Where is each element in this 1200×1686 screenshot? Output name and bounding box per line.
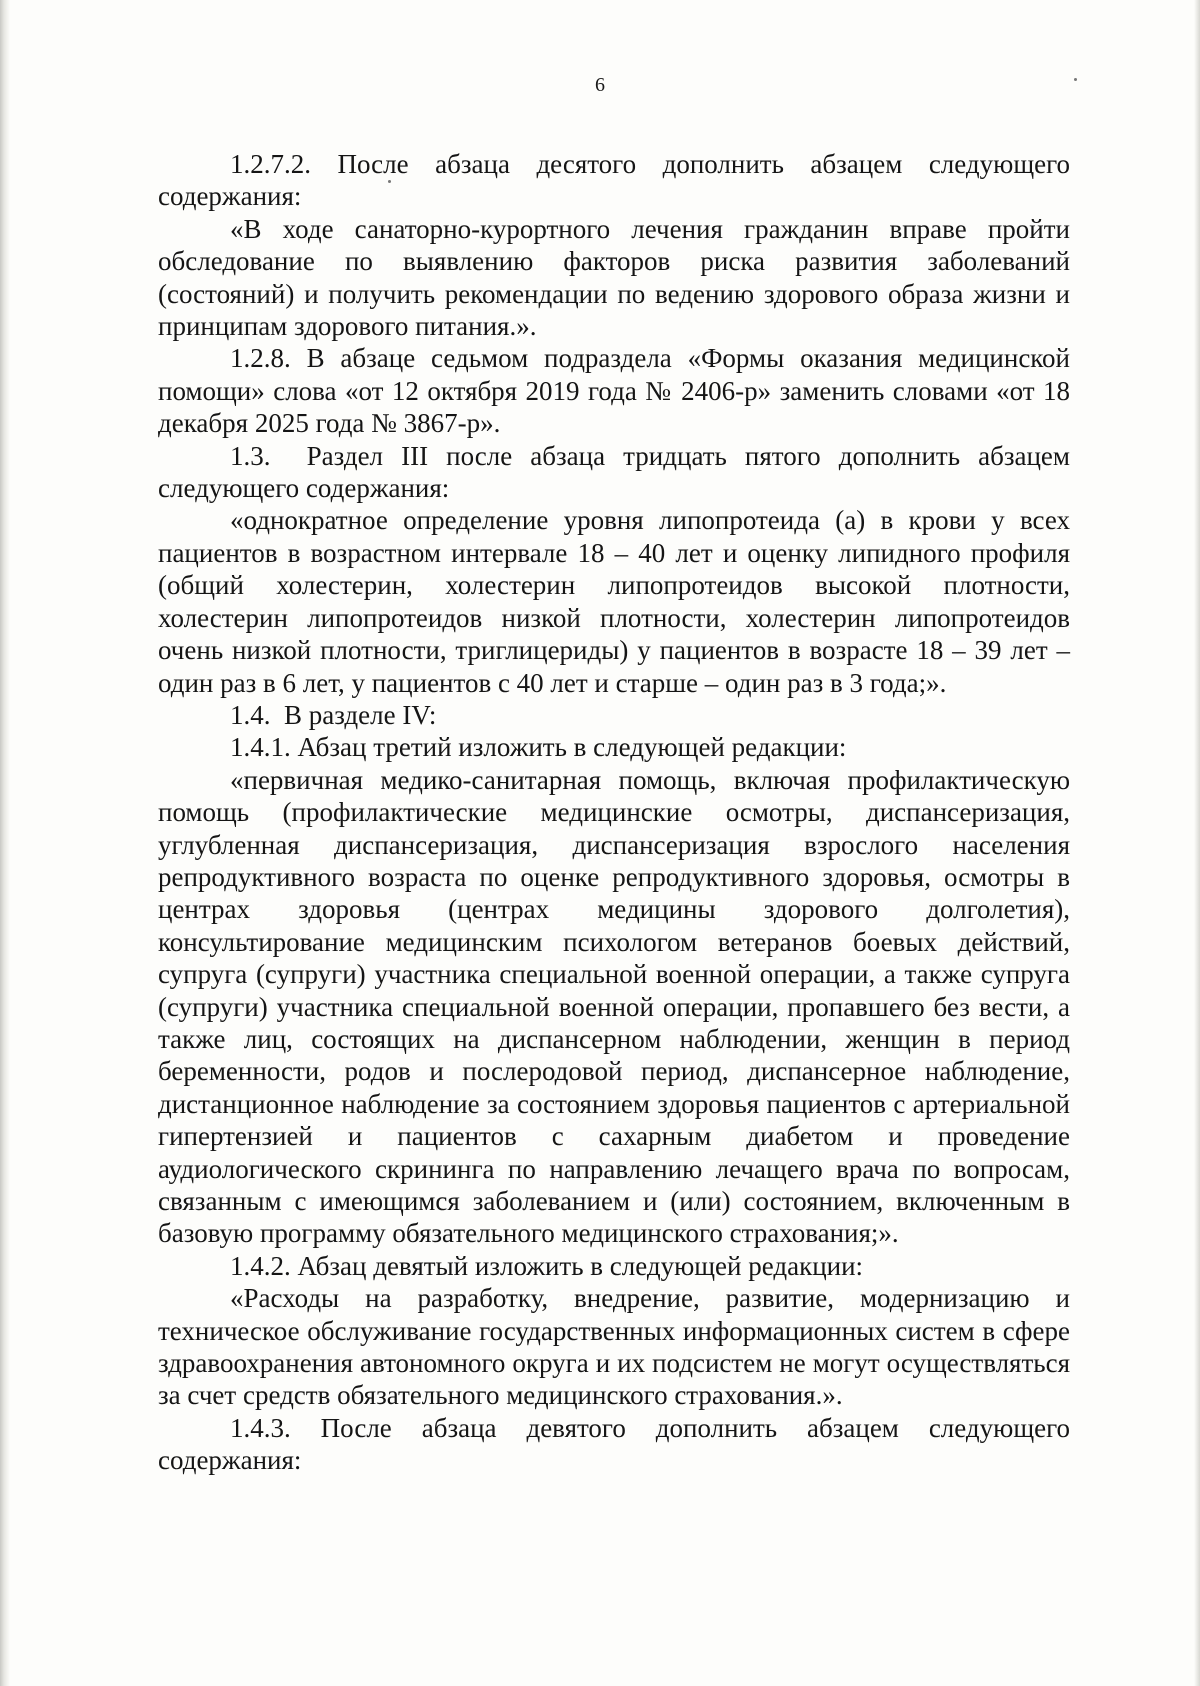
paragraph-1-4-2: 1.4.2. Абзац девятый изложить в следующей редакции:: [230, 1250, 864, 1281]
quote-lipoprotein: «однократное определение уровня липопротеида (а) в крови у всех пациентов в возрастном интервале 18 – 40 лет и оценку липидного профиля (общий холестерин, холестерин липопротеидов высокой плотности, холестерин липопротеидов низкой плотности, холестерин липопротеидов очень низкой плотности, триглицериды) у пациентов в возрасте 18 – 39 лет – один раз в 6 лет, у пациентов с 40 лет и старше – один раз в 3 года;».: [158, 505, 1070, 698]
quote-expenses: «Расходы на разработку, внедрение, развитие, модернизацию и техническое обслуживание государственных информационных систем в сфере здравоохранения автономного округа и их подсистем не могут осуществляться за счет средств обязательного медицинского страхования.».: [158, 1283, 1070, 1411]
paragraph-1-4: 1.4. В разделе IV:: [230, 699, 437, 730]
scan-edge-right: [1194, 0, 1200, 1686]
paragraph-1-4-1: 1.4.1. Абзац третий изложить в следующей редакции:: [230, 732, 847, 763]
scan-edge-left: [0, 0, 10, 1686]
page-number: 6: [595, 74, 605, 96]
paragraph-1-2-7-2: 1.2.7.2. После абзаца десятого дополнить абзацем следующего содержания:: [158, 149, 1070, 212]
quote-sanatorium: «В ходе санаторно-курортного лечения гражданин вправе пройти обследование по выявлению факторов риска развития заболеваний (состояний) и получить рекомендации по ведению здорового образа жизни и принципам здорового питания.».: [158, 213, 1070, 342]
paragraph-1-3: 1.3. Раздел III после абзаца тридцать пятого дополнить абзацем следующего содержания:: [158, 440, 1077, 504]
paragraph-1-4-3: 1.4.3. После абзаца девятого дополнить абзацем следующего содержания:: [158, 1412, 1070, 1476]
paragraph-1-2-8: 1.2.8. В абзаце седьмом подраздела «Формы оказания медицинской помощи» слова «от 12 октября 2019 года № 2406-р» заменить словами «от 18 декабря 2025 года № 3867-р».: [158, 343, 1070, 439]
quote-primary-care: «первичная медико-санитарная помощь, включая профилактическую помощь (профилактические медицинские осмотры, диспансеризация, углубленная диспансеризация, диспансеризация взрослого населения репродуктивного возраста по оценке репродуктивного здоровья, осмотры в центрах здоровья (центрах медицины здорового долголетия), консультирование медицинским психологом ветеранов боевых действий, супруга (супруги) участника специальной военной операции, а также супруга (супруги) участника специальной военной операции, пропавшего без вести, а также лиц, состоящих на диспансерном наблюдении, женщин в период беременности, родов и послеродовой период, диспансерное наблюдение, дистанционное наблюдение за состоянием здоровья пациентов с артериальной гипертензией и пациентов с сахарным диабетом и проведение аудиологического скрининга по направлению лечащего врача по вопросам, связанным с имеющимся заболеванием и (или) состоянием, включенным в базовую программу обязательного медицинского страхования;».: [158, 764, 1070, 1249]
document-body: [158, 148, 1077, 1477]
